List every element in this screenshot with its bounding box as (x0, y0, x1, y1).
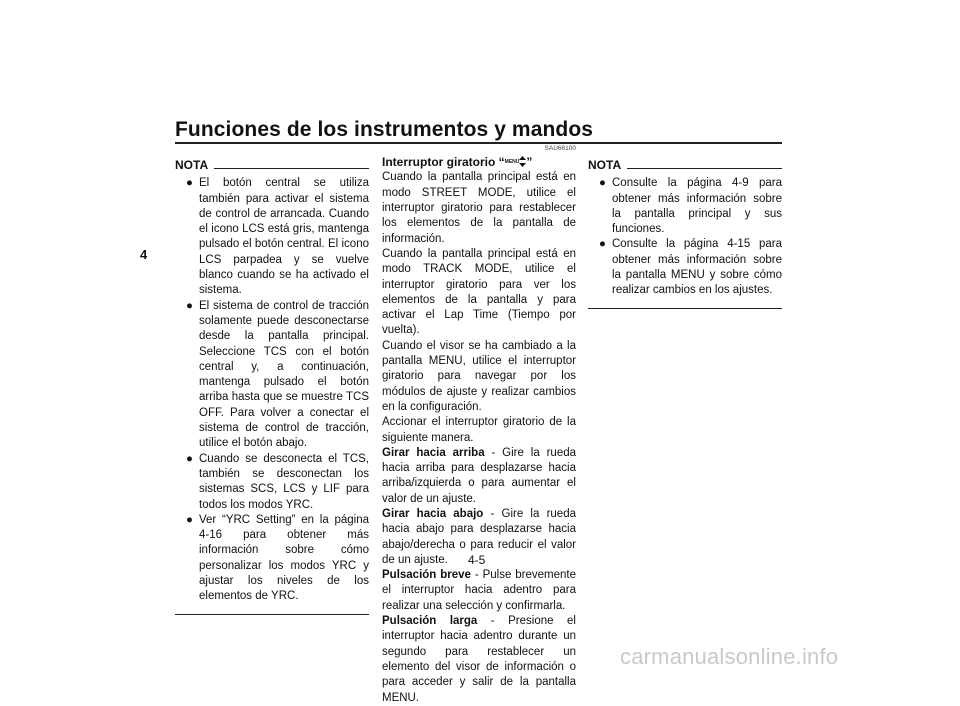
note-end-rule (588, 308, 782, 309)
note-bullet (175, 176, 369, 298)
note-bullet (175, 513, 369, 605)
action-text: - Gire la rueda hacia arriba para desplazarse hacia arriba/izquierda o para aumentar el valor de un ajuste. (382, 446, 577, 505)
header-rule (175, 142, 782, 144)
bullet-text: Cuando se desconecta el TCS, también se desconectan los sistemas SCS, LCS y LIF para todos los modos YRC. (199, 452, 369, 511)
section-title-prefix: Interruptor giratorio “ (382, 155, 505, 169)
note-bullet (588, 237, 782, 298)
paragraph: Accionar el interruptor giratorio de la siguiente manera. (382, 416, 576, 444)
bullet-icon: ● (599, 177, 606, 190)
note-bullet (175, 452, 369, 513)
note-bullet (588, 176, 782, 237)
action-text: - Gire la rueda hacia abajo para desplazarse hacia abajo/derecha o para reducir el valor de un ajuste. (382, 508, 576, 566)
section-title (382, 155, 576, 170)
action-item (382, 568, 576, 614)
bullet-text: Consulte la página 4-9 para obtener más información sobre la pantalla principal y sus funciones. (612, 177, 782, 236)
section-code: SAU66100 (544, 145, 576, 152)
bullet-icon: ● (186, 299, 193, 312)
page-title: Funciones de los instrumentos y mandos (175, 118, 594, 141)
action-item (382, 614, 576, 706)
note-label: NOTA (588, 158, 622, 172)
watermark: carmanualsonline.info (620, 644, 839, 669)
note-heading (588, 158, 782, 173)
left-note (175, 158, 369, 615)
bullet-icon: ● (186, 177, 193, 190)
bullet-text: El sistema de control de tracción solamente puede desconectarse desde la pantalla principal. Seleccione TCS con el botón central y, a continuación, mantenga pulsado el botón arriba hasta que se muestre TCS OFF. Para volver a conectar el sistema de control de tracción, utilice el botón abajo. (199, 299, 369, 450)
action-term: Girar hacia arriba (382, 446, 485, 459)
bullet-text: Consulte la página 4-15 para obtener más información sobre la pantalla MENU y sobre cómo realizar cambios en los ajustes. (612, 238, 782, 297)
note-heading (175, 158, 369, 173)
paragraph: Cuando el visor se ha cambiado a la pantalla MENU, utilice el interruptor giratorio para navegar por los módulos de ajuste y realizar cambios en la configuración. (382, 339, 576, 413)
page-number: 4-5 (468, 553, 486, 567)
action-term: Pulsación larga (382, 615, 478, 628)
action-term: Girar hacia abajo (382, 508, 484, 520)
bullet-icon: ● (186, 452, 193, 465)
chapter-tab: 4 (140, 247, 148, 262)
paragraph: Cuando la pantalla principal está en modo STREET MODE, utilice el interruptor giratorio para restablecer los elementos de la pantalla de información. (382, 171, 576, 245)
section-title-suffix: ” (526, 155, 533, 169)
rotary-switch-section (382, 145, 576, 706)
action-term: Pulsación breve (382, 569, 471, 582)
bullet-text: Ver “YRC Setting” en la página 4-16 para obtener más información sobre cómo personalizar los modos YRC y ajustar los niveles de los elementos de YRC. (199, 513, 369, 603)
bullet-icon: ● (186, 513, 193, 526)
action-text: - Presione el interruptor hacia adentro durante un segundo para restablecer un elemento del visor de información o para acceder y salir de la pantalla MENU. (382, 615, 576, 704)
menu-symbol: MENU (504, 159, 520, 166)
bullet-icon: ● (599, 238, 606, 251)
action-item (382, 446, 576, 507)
note-label: NOTA (175, 158, 209, 172)
note-end-rule (175, 614, 369, 615)
note-bullet (175, 299, 369, 452)
paragraph: Cuando la pantalla principal está en modo TRACK MODE, utilice el interruptor giratorio para ver los elementos de la pantalla y para activar el Lap Time (Tiempo por vuelta). (382, 247, 576, 337)
note-rule (214, 168, 369, 169)
action-text: - Pulse brevemente el interruptor hacia adentro para realizar una selección y confirmarla. (382, 569, 576, 612)
bullet-text: El botón central se utiliza también para activar el sistema de control de arrancada. Cuando el icono LCS está gris, mantenga pulsado el botón central. El icono LCS parpadea y se vuelve blanco cuando se ha activado el sistema. (199, 177, 369, 297)
right-note (588, 158, 782, 309)
note-rule (627, 168, 782, 169)
